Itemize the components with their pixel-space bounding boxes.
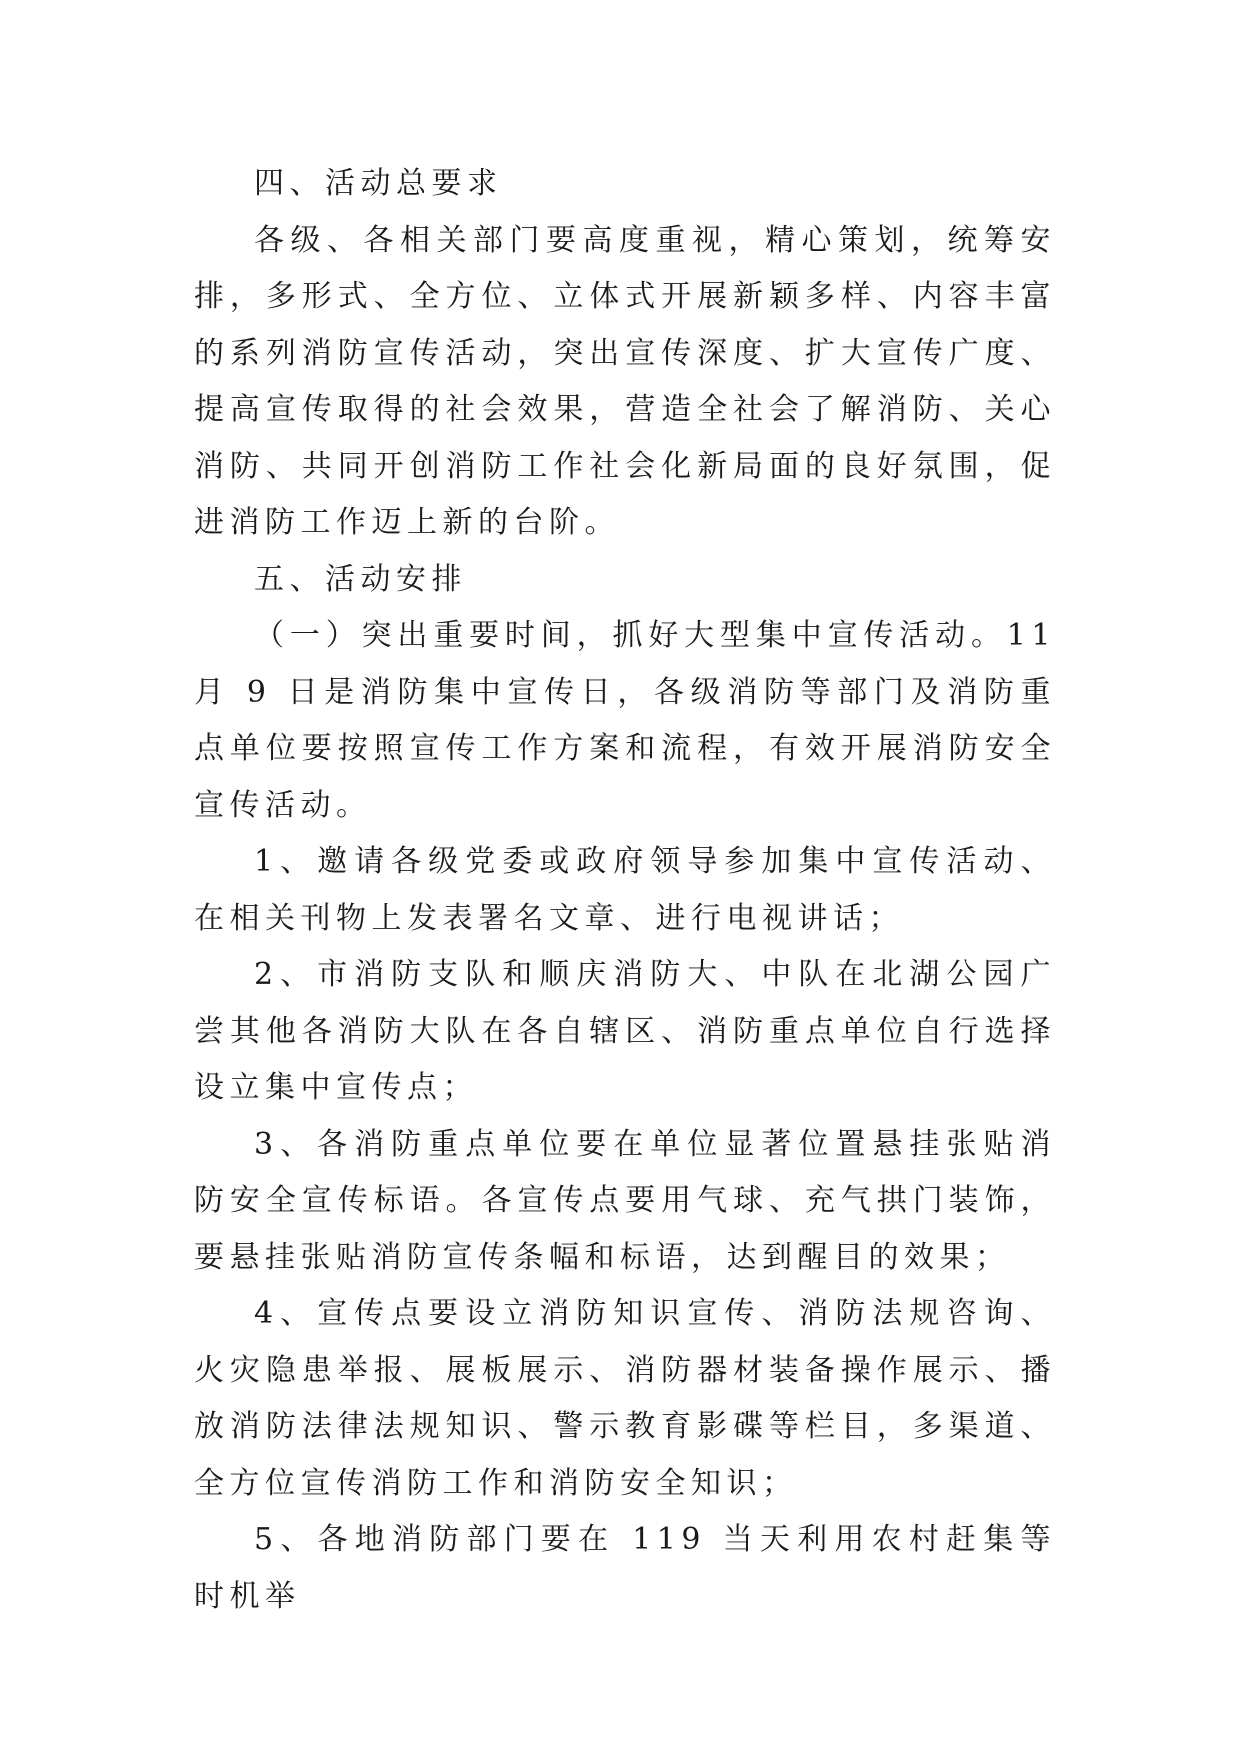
document-body [194,156,1056,1625]
section-heading-5: 五、活动安排 [254,561,467,597]
list-item-5: 5、各地消防部门要在 119 当天利用农村赶集等时机举 [194,1522,1056,1614]
paragraph-general-requirements: 各级、各相关部门要高度重视，精心策划，统筹安排，多形式、全方位、立体式开展新颖多样、内容丰富的系列消防宣传活动，突出宣传深度、扩大宣传广度、提高宣传取得的社会效果，营造全社会了解消防、关心消防、共同开创消防工作社会化新局面的良好氛围，促进消防工作迈上新的台阶。 [194,222,1056,540]
list-item-3: 3、各消防重点单位要在单位显著位置悬挂张贴消防安全宣传标语。各宣传点要用气球、充气拱门装饰，要悬挂张贴消防宣传条幅和标语，达到醒目的效果； [194,1126,1056,1275]
list-item-1: 1、邀请各级党委或政府领导参加集中宣传活动、在相关刊物上发表署名文章、进行电视讲话； [194,844,1056,936]
section-heading-4: 四、活动总要求 [254,166,503,201]
list-item-2: 2、市消防支队和顺庆消防大、中队在北湖公园广尝其他各消防大队在各自辖区、消防重点单位自行选择设立集中宣传点； [194,957,1056,1105]
list-item-4: 4、宣传点要设立消防知识宣传、消防法规咨询、火灾隐患举报、展板展示、消防器材装备操作展示、播放消防法律法规知识、警示教育影碟等栏目，多渠道、全方位宣传消防工作和消防安全知识； [194,1296,1056,1501]
paragraph-subsection-1: （一）突出重要时间，抓好大型集中宣传活动。11 月 9 日是消防集中宣传日，各级消防等部门及消防重点单位要按照宣传工作方案和流程，有效开展消防安全宣传活动。 [194,618,1056,823]
